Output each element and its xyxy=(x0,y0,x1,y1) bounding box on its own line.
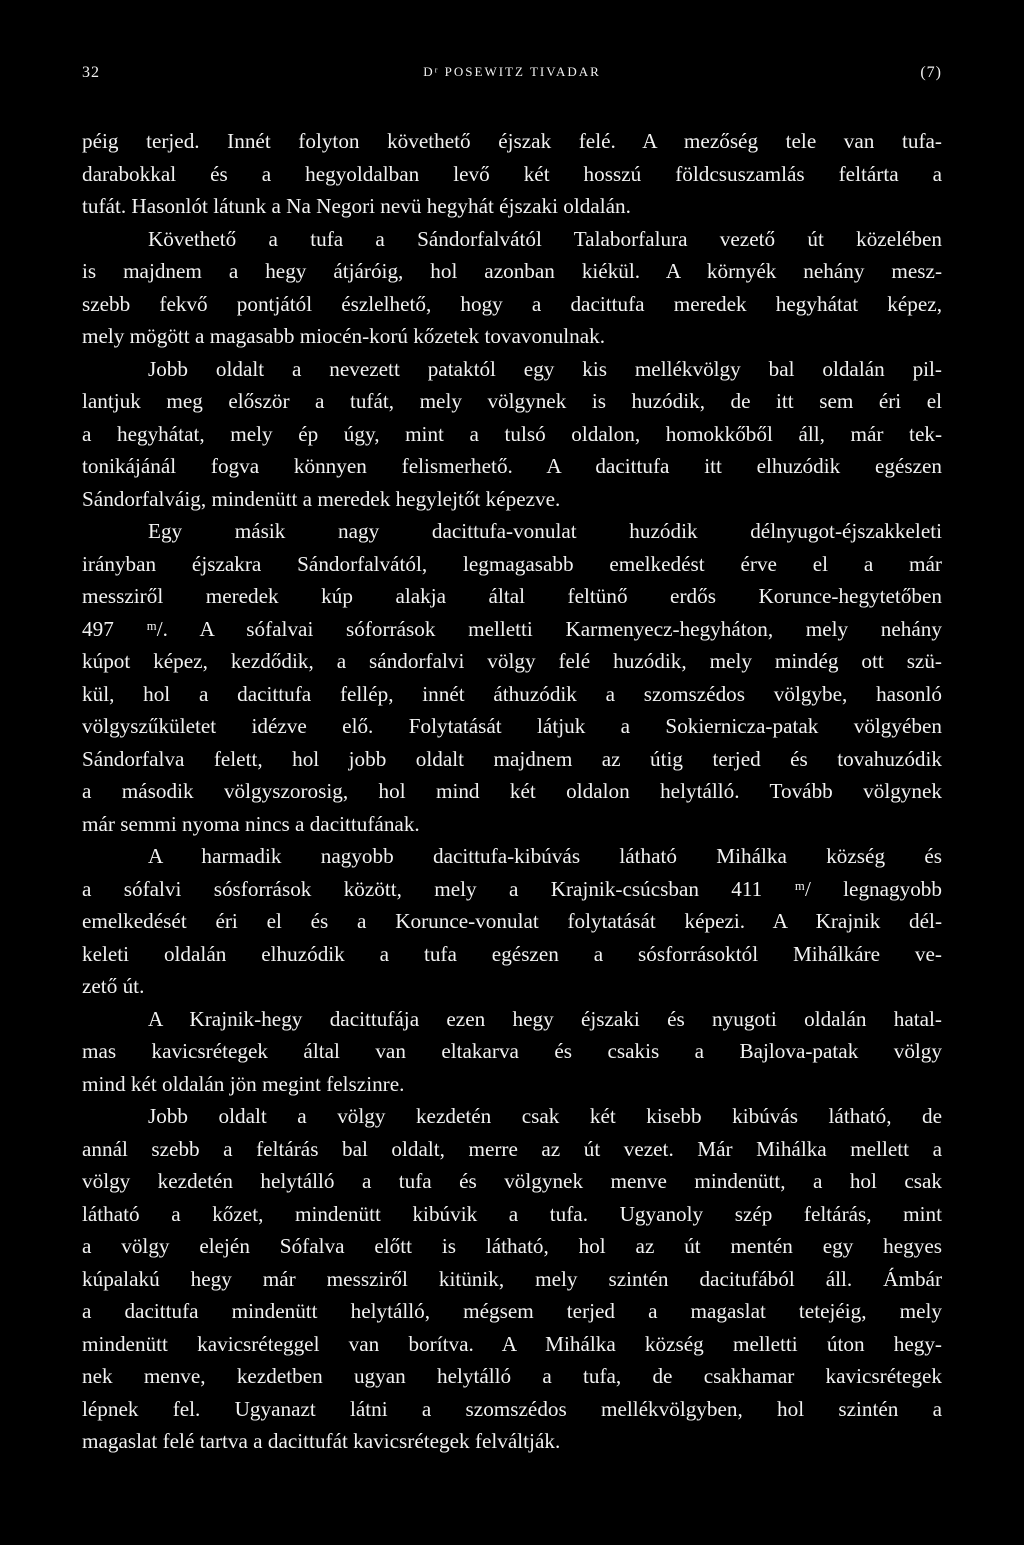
text-line: már semmi nyoma nincs a dacittufának. xyxy=(82,811,420,836)
text-line: tonikájánál fogva könnyen felismerhető. A dacittufa itt elhuzódik egészen xyxy=(82,454,942,478)
text-line: völgyszűkületet idézve elő. Folytatását látjuk a Sokiernicza-patak völgyében xyxy=(82,714,942,738)
text-line: Egy másik nagy dacittufa-vonulat huzódik délnyugot-éjszakkeleti xyxy=(148,519,942,543)
text-line: szebb fekvő pontjától észlelhető, hogy a dacittufa meredek hegyhátat képez, xyxy=(82,291,942,316)
text-line: a hegyhátat, mely ép úgy, mint a tulsó oldalon, homokkőből áll, már tek- xyxy=(82,421,942,446)
text-line: péig terjed. Innét folyton követhető éjszak felé. A mezőség tele van tufa- xyxy=(82,129,942,153)
section-number: (7) xyxy=(920,64,942,81)
text-line: tufát. Hasonlót látunk a Na Negori nevü hegyhát éjszaki oldalán. xyxy=(82,194,631,218)
text-line: is majdnem a hegy átjáróig, hol azonban kiékül. A környék nehány mesz- xyxy=(82,259,942,283)
text-line: kúpot képez, kezdődik, a sándorfalvi völgy felé huzódik, mely mindég ott szü- xyxy=(82,649,942,673)
text-line: irányban éjszakra Sándorfalvától, legmagasabb emelkedést érve el a már xyxy=(82,551,942,576)
text-line: a második völgyszorosig, hol mind két oldalon helytálló. Tovább völgynek xyxy=(82,779,942,803)
text-line: 497 ᵐ/. A sófalvai sóforrások melletti Karmenyecz-hegyhátоn, mely nehány xyxy=(82,616,942,641)
text-line: Jobb oldalt a nevezett pataktól egy kis mellékvölgy bal oldalán pil- xyxy=(148,356,942,381)
text-line: nek menve, kezdetben ugyan helytálló a tufa, de csakhamar kavicsrétegek xyxy=(82,1364,942,1388)
running-head xyxy=(82,64,942,88)
header-author: Dʳ POSEWITZ TIVADAR xyxy=(423,64,601,79)
text-line: emelkedését éri el és a Korunce-vonulat folytatását képezi. A Krajnik dél- xyxy=(82,909,942,933)
text-line: Sándorfalváig, mindenütt a meredek hegylejtőt képezve. xyxy=(82,486,561,511)
text-line: mindenütt kavicsréteggel van borítva. A Mihálka község melletti úton hegy- xyxy=(82,1331,942,1356)
text-line: kúpalakú hegy már messziről kitünik, mely szintén dacitufából áll. Ámbár xyxy=(82,1266,942,1291)
text-line: mely mögött a magasabb miocén-korú kőzetek tovavonulnak. xyxy=(82,324,606,348)
text-line: látható a kőzet, mindenütt kibúvik a tufa. Ugyanoly szép feltárás, mint xyxy=(82,1201,942,1226)
text-line: Sándorfalva felett, hol jobb oldalt majdnem az útig terjed és tovahuzódik xyxy=(82,746,942,771)
text-line: völgy kezdetén helytálló a tufa és völgynek menve mindenütt, a hol csak xyxy=(82,1169,942,1193)
text-line: a sófalvi sósforrások között, mely a Krajnik-csúcsban 411 ᵐ/ legnagyobb xyxy=(82,876,942,901)
text-line: darabokkal és a hegyoldalban levő két hosszú földcsuszamlás feltárta a xyxy=(82,161,942,186)
text-line: a völgy elején Sófalva előtt is látható, hol az út mentén egy hegyes xyxy=(82,1234,942,1258)
text-line: messziről meredek kúp alakja által feltünő erdős Korunce-hegytetőben xyxy=(82,584,942,608)
text-line: mas kavicsrétegek által van eltakarva és csakis a Bajlova-patak völgy xyxy=(82,1039,942,1063)
page-number: 32 xyxy=(82,64,100,81)
text-line: A harmadik nagyobb dacittufa-kibúvás látható Mihálka község és xyxy=(148,844,942,868)
text-line: lépnek fel. Ugyanazt látni a szomszédos mellékvölgyben, hol szintén a xyxy=(82,1396,942,1421)
body-text xyxy=(82,125,942,1458)
text-line: Jobb oldalt a völgy kezdetén csak két kisebb kibúvás látható, de xyxy=(148,1104,942,1128)
text-line: a dacittufa mindenütt helytálló, mégsem terjed a magaslat tetejéig, mely xyxy=(82,1299,942,1323)
text-line: mind két oldalán jön megint felszinre. xyxy=(82,1071,405,1096)
text-line: Követhető a tufa a Sándorfalvától Talaborfalura vezető út közelében xyxy=(148,226,942,251)
text-line: magaslat felé tartva a dacittufát kavicsrétegek felváltják. xyxy=(82,1429,561,1453)
text-line: zető út. xyxy=(82,974,145,998)
text-line: keleti oldalán elhuzódik a tufa egészen a sósforrásoktól Mihálkáre ve- xyxy=(82,941,942,966)
text-line: kül, hol a dacittufa fellép, innét áthuzódik a szomszédos völgybe, hasonló xyxy=(82,681,942,706)
text-line: annál szebb a feltárás bal oldalt, merre az út vezet. Már Mihálka mellett a xyxy=(82,1136,942,1161)
text-line: lantjuk meg először a tufát, mely völgynek is huzódik, de itt sem éri el xyxy=(82,389,942,413)
text-line: A Krajnik-hegy dacittufája ezen hegy éjszaki és nyugoti oldalán hatal- xyxy=(148,1006,942,1031)
